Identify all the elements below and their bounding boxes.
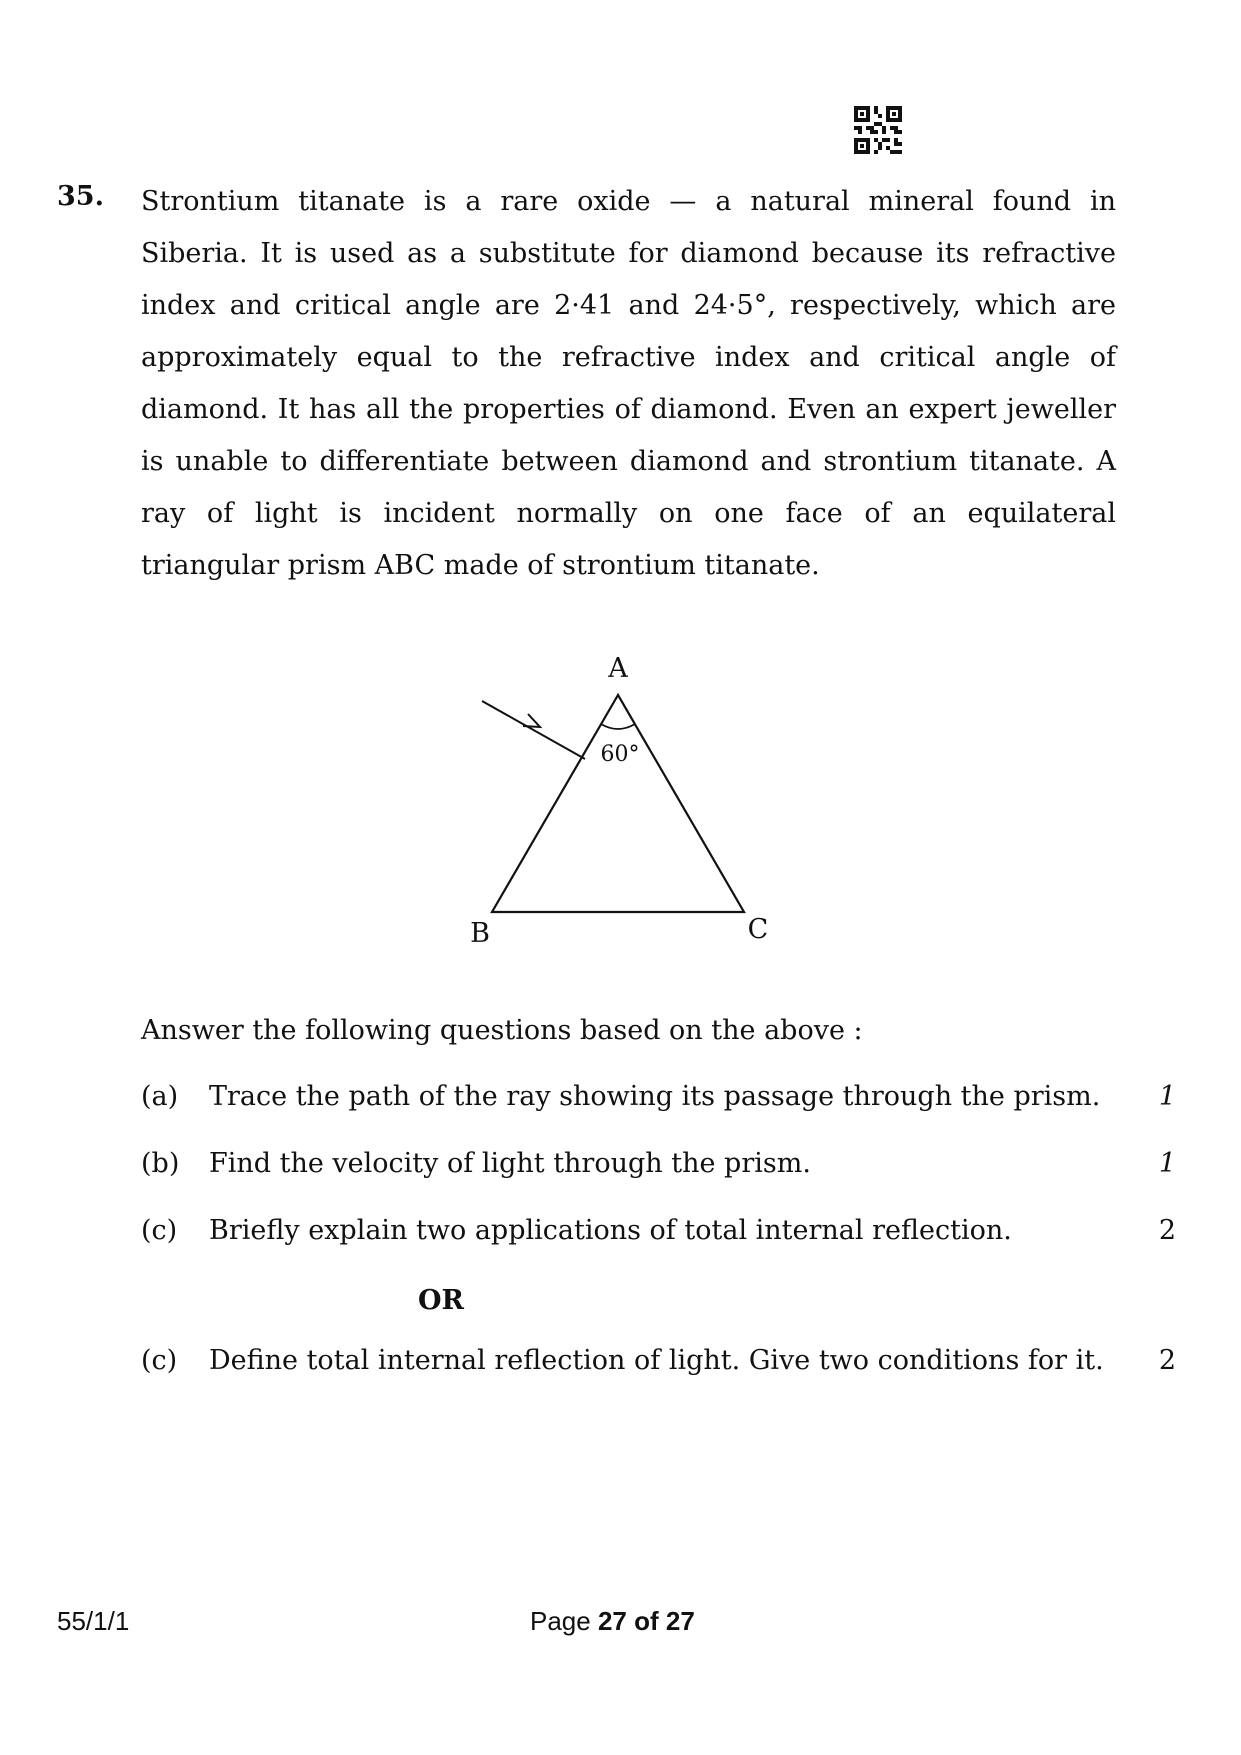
sub-question-label: (b) xyxy=(141,1148,180,1179)
page-number xyxy=(530,1606,695,1637)
or-divider: OR xyxy=(418,1285,464,1316)
sub-question-label: (c) xyxy=(141,1215,178,1246)
apex-angle-label: 60° xyxy=(600,742,640,767)
sub-question-c-alternative xyxy=(141,1345,1176,1385)
sub-question-text: Briefly explain two applications of total internal reflection. xyxy=(209,1215,1012,1246)
vertex-c-label: C xyxy=(747,914,769,945)
sub-question-marks: 1 xyxy=(1158,1081,1176,1112)
sub-question-text: Define total internal reflection of light. Give two conditions for it. xyxy=(209,1345,1104,1376)
sub-question-marks: 1 xyxy=(1158,1148,1176,1179)
page-of: of xyxy=(634,1606,659,1636)
page-total: 27 xyxy=(665,1606,695,1636)
page-current: 27 xyxy=(597,1606,627,1636)
questions-intro: Answer the following questions based on the above : xyxy=(141,1015,863,1046)
paper-code: 55/1/1 xyxy=(57,1606,130,1636)
question-passage: Strontium titanate is a rare oxide — a natural mineral found in Siberia. It is used as a substitute for diamond because its refractive index and critical angle are 2·41 and 24·5°, respectively, which are approximately equal to the refractive index and critical angle of diamond. It has all the properties of diamond. Even an expert jeweller is unable to differentiate between diamond and strontium titanate. A ray of light is incident normally on one face of an equilateral triangular prism ABC made of strontium titanate. xyxy=(141,186,1116,581)
incident-ray xyxy=(482,701,585,759)
angle-arc xyxy=(601,724,635,729)
sub-question-label: (c) xyxy=(141,1345,178,1376)
prism-figure xyxy=(460,655,800,955)
sub-question-label: (a) xyxy=(141,1081,179,1112)
sub-question-marks: 2 xyxy=(1158,1345,1176,1376)
question-number: 35. xyxy=(57,181,104,212)
sub-question-text: Find the velocity of light through the prism. xyxy=(209,1148,811,1179)
vertex-b-label: B xyxy=(470,918,490,949)
vertex-a-label: A xyxy=(608,655,628,684)
sub-question-text: Trace the path of the ray showing its passage through the prism. xyxy=(209,1081,1101,1112)
page-prefix: Page xyxy=(530,1606,591,1636)
sub-question-marks: 2 xyxy=(1158,1215,1176,1246)
sub-question-c xyxy=(141,1215,1176,1255)
qr-code-icon xyxy=(854,106,902,154)
sub-question-a xyxy=(141,1081,1176,1121)
sub-question-b xyxy=(141,1148,1176,1188)
